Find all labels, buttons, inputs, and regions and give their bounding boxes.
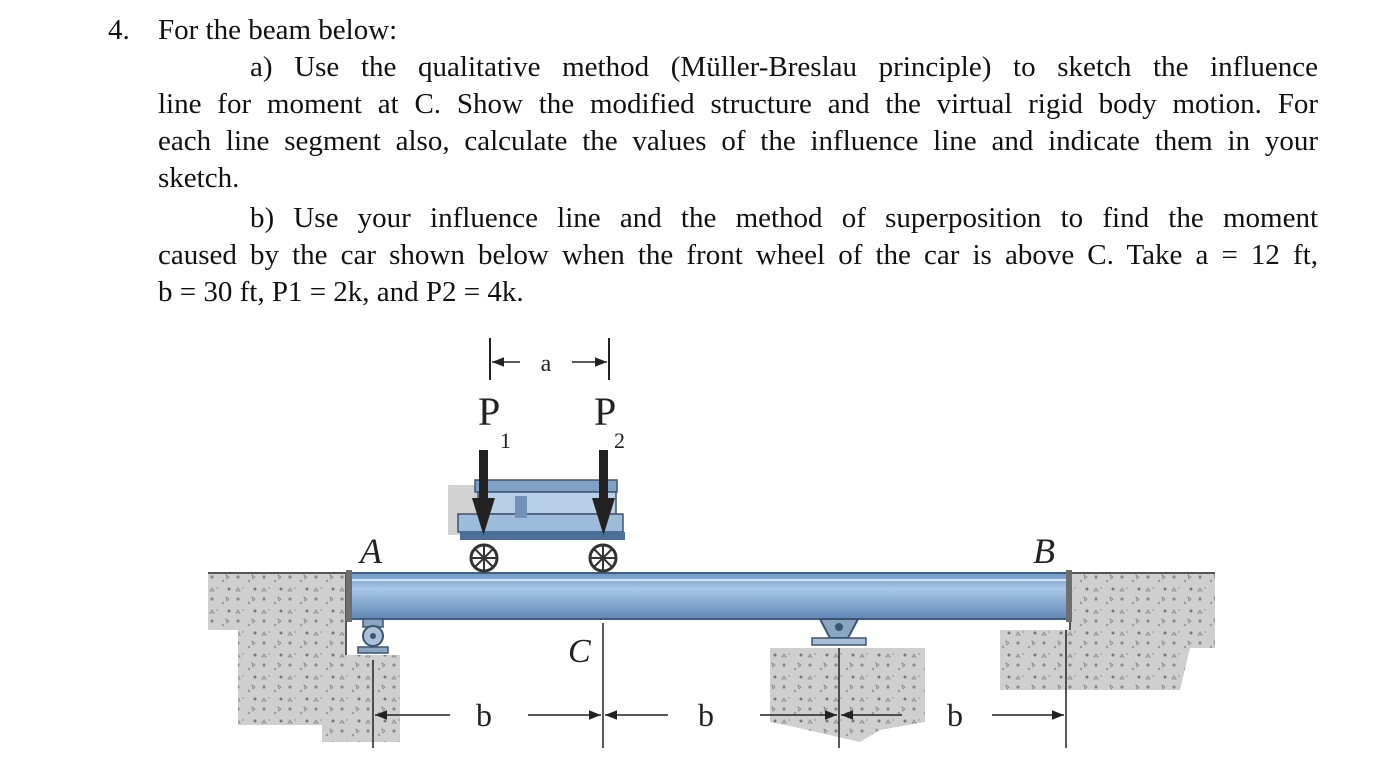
point-label-c: C: [568, 633, 591, 670]
part-b-line-2: caused by the car shown below when the front wheel of the car is above C. Take a = 12 ft,: [158, 239, 1318, 271]
load-label-p2: P: [594, 389, 617, 434]
part-a-line-3: each line segment also, calculate the values of the influence line and indicate them in your: [158, 125, 1318, 157]
beam: [346, 570, 1072, 622]
dimension-label-a: a: [540, 351, 552, 377]
roller-support-icon: [358, 619, 388, 653]
middle-ground: [770, 648, 925, 742]
span-label-2: b: [698, 697, 714, 733]
load-label-p1-sub: 1: [500, 428, 511, 453]
span-dimensions: [373, 630, 1066, 748]
part-a-line-1: a) Use the qualitative method (Müller-Breslau principle) to sketch the influence: [250, 51, 1318, 83]
load-label-p2-sub: 2: [614, 428, 625, 453]
beam-diagram: [0, 330, 1386, 762]
problem-text: [108, 12, 1318, 311]
part-b-line-1: b) Use your influence line and the method of superposition to find the moment: [250, 202, 1318, 234]
problem-intro: For the beam below:: [158, 14, 398, 46]
pin-support-icon: [812, 619, 866, 645]
support-label-a: A: [360, 531, 382, 571]
span-label-3: b: [947, 697, 963, 733]
car-icon: [448, 480, 625, 571]
part-a-line-4: sketch.: [158, 162, 240, 194]
support-label-b: B: [1033, 531, 1055, 571]
problem-number: 4.: [108, 14, 130, 46]
dimension-a: [490, 338, 609, 380]
part-b-line-3: b = 30 ft, P1 = 2k, and P2 = 4k.: [158, 276, 524, 308]
part-a-line-2: line for moment at C. Show the modified structure and the virtual rigid body motion. For: [158, 88, 1318, 120]
load-label-p1: P: [478, 389, 501, 434]
point-c: [568, 623, 603, 748]
span-label-1: b: [476, 697, 492, 733]
